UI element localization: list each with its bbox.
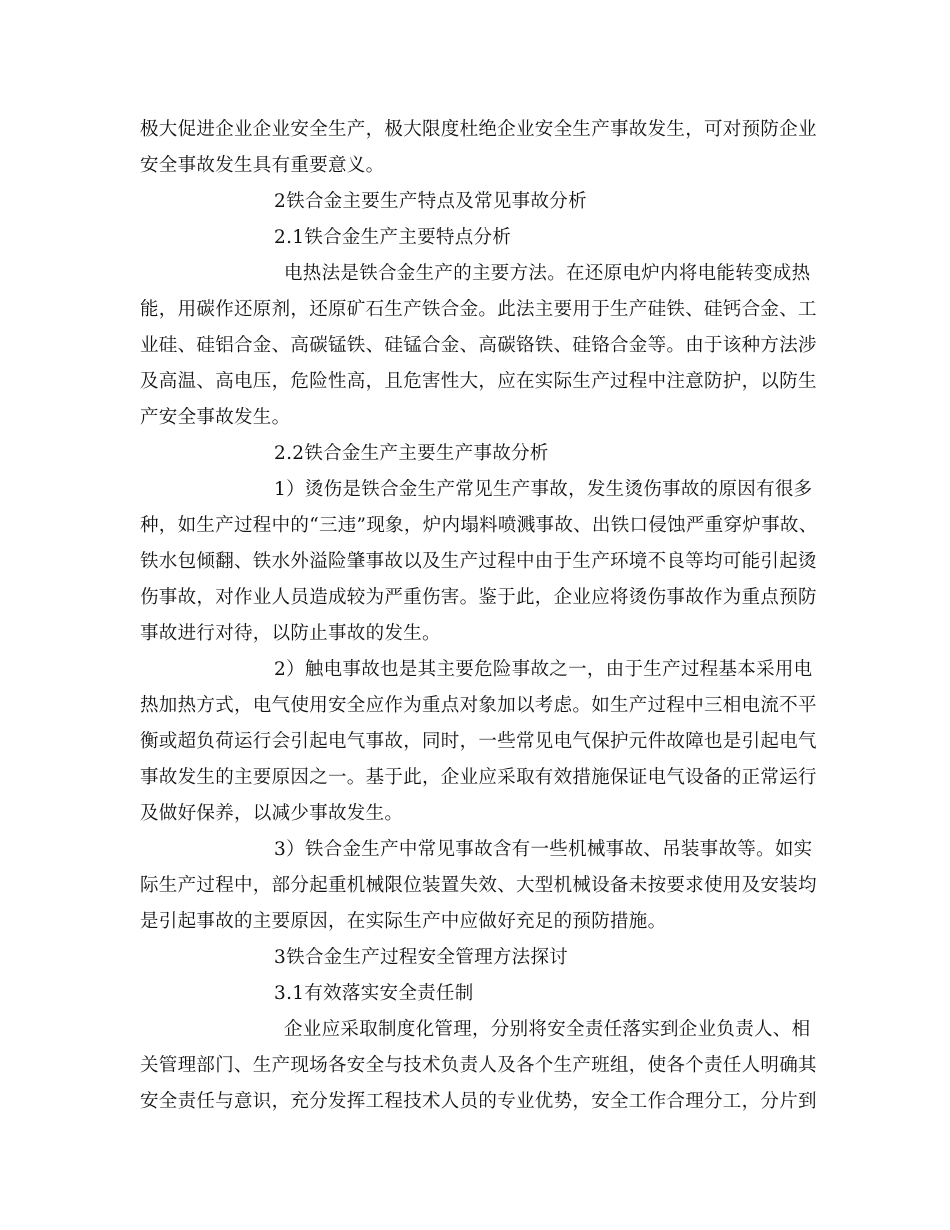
text-line: 产安全事故发生。	[140, 407, 291, 428]
text-line: 安全责任与意识，充分发挥工程技术人员的专业优势，安全工作合理分工，分片到	[140, 1091, 817, 1112]
subsection-heading: 2.2铁合金生产主要生产事故分析	[274, 443, 549, 464]
section-heading: 2铁合金主要生产特点及常见事故分析	[274, 191, 587, 212]
text-line: 1）烫伤是铁合金生产常见生产事故，发生烫伤事故的原因有很多	[274, 479, 813, 500]
text-line: 衡或超负荷运行会引起电气事故，同时，一些常见电气保护元件故障也是引起电气	[140, 731, 817, 752]
text-line: 及高温、高电压，危险性高，且危害性大，应在实际生产过程中注意防护，以防生	[140, 371, 817, 392]
text-line: 及做好保养，以减少事故发生。	[140, 803, 404, 824]
text-line: 际生产过程中，部分起重机械限位装置失效、大型机械设备未按要求使用及安装均	[140, 875, 817, 896]
text-line: 能，用碳作还原剂，还原矿石生产铁合金。此法主要用于生产硅铁、硅钙合金、工	[140, 299, 817, 320]
text-line: 铁水包倾翻、铁水外溢险肇事故以及生产过程中由于生产环境不良等均可能引起烫	[140, 551, 817, 572]
text-line: 业硅、硅铝合金、高碳锰铁、硅锰合金、高碳铬铁、硅铬合金等。由于该种方法涉	[140, 335, 817, 356]
text-line: 安全事故发生具有重要意义。	[140, 155, 385, 176]
text-line: 极大促进企业企业安全生产，极大限度杜绝企业安全生产事故发生，可对预防企业	[140, 119, 817, 140]
text-line: 种，如生产过程中的“三违”现象，炉内塌料喷溅事故、出铁口侵蚀严重穿炉事故、	[140, 515, 818, 536]
text-line: 伤事故，对作业人员造成较为严重伤害。鉴于此，企业应将烫伤事故作为重点预防	[140, 587, 817, 608]
text-line: 电热法是铁合金生产的主要方法。在还原电炉内将电能转变成热	[284, 263, 811, 284]
section-heading: 3铁合金生产过程安全管理方法探讨	[274, 947, 569, 968]
text-line: 3）铁合金生产中常见事故含有一些机械事故、吊装事故等。如实	[274, 839, 813, 860]
text-line: 2）触电事故也是其主要危险事故之一，由于生产过程基本采用电	[274, 659, 813, 680]
text-line: 关管理部门、生产现场各安全与技术负责人及各个生产班组，使各个责任人明确其	[140, 1055, 817, 1076]
text-line: 事故发生的主要原因之一。基于此，企业应采取有效措施保证电气设备的正常运行	[140, 767, 817, 788]
subsection-heading: 3.1有效落实安全责任制	[274, 983, 474, 1004]
text-line: 是引起事故的主要原因，在实际生产中应做好充足的预防措施。	[140, 911, 667, 932]
subsection-heading: 2.1铁合金生产主要特点分析	[274, 227, 512, 248]
text-line: 事故进行对待，以防止事故的发生。	[140, 623, 441, 644]
text-line: 热加热方式，电气使用安全应作为重点对象加以考虑。如生产过程中三相电流不平	[140, 695, 817, 716]
text-line: 企业应采取制度化管理，分别将安全责任落实到企业负责人、相	[284, 1019, 811, 1040]
